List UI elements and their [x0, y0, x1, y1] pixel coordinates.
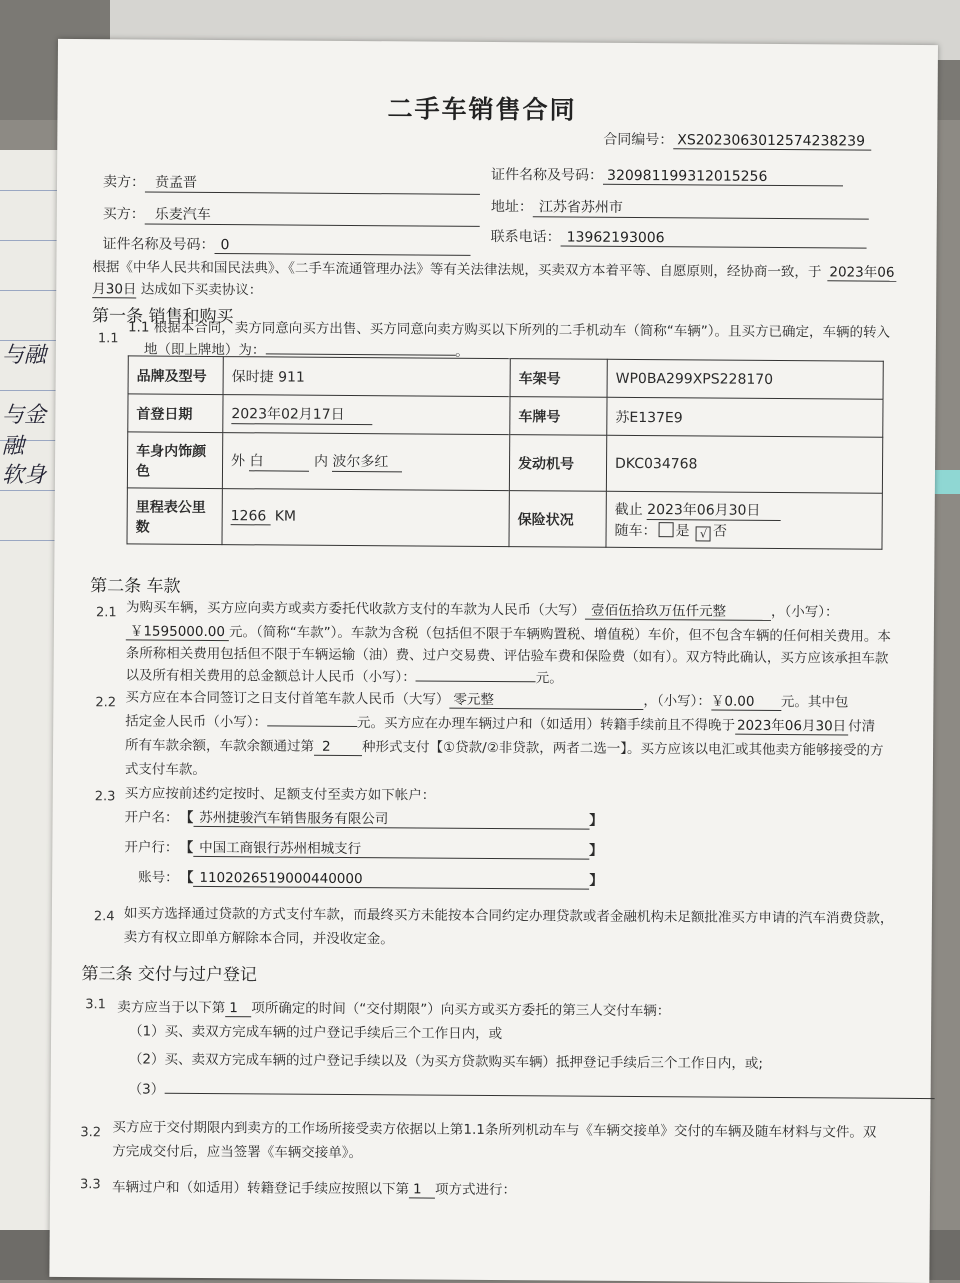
page-title: 二手车销售合同 — [387, 94, 577, 125]
buyer-value: 乐麦汽车 — [145, 204, 480, 227]
seller-cert-value: 320981199312015256 — [603, 168, 843, 187]
payment-method: 2 — [314, 739, 362, 756]
clause-3-2-line-1: 买方应于交付期限内到卖方的工作场所接受卖方依据以上第1.1条所列机动车与《车辆交接单》交付的车辆及随车材料与文件。双 — [112, 1119, 877, 1141]
clause-2-1-end: 元。 — [535, 670, 563, 687]
clause-2-1-text-d: 以及所有相关费用的总金额总计人民币（小写）： — [125, 667, 416, 686]
clause-2-4-line-2: 卖方有权立即单方解除本合同，并没收定金。 — [123, 929, 394, 948]
delivery-option-1: （1）买、卖双方完成车辆的过户登记手续后三个工作日内，或 — [129, 1023, 503, 1043]
clause-3-3-line — [112, 1175, 516, 1199]
mileage-cell — [222, 489, 509, 547]
mileage-value: 1266 — [231, 508, 271, 525]
notebook-line — [0, 190, 60, 191]
address-label: 地址： — [490, 198, 533, 216]
account-label: 账号： — [138, 869, 179, 886]
checkbox-no[interactable]: √ — [696, 526, 711, 541]
notebook-line — [0, 240, 60, 241]
mileage-label-b: 数 — [135, 518, 150, 536]
address-row — [491, 196, 869, 220]
clause-1-1-text: 地（即上牌地）为： — [143, 341, 266, 359]
seller-row — [103, 171, 480, 195]
clause-2-4-line-1: 如买方选择通过贷款的方式支付车款，而最终买方未能按本合同约定办理贷款或者金融机构未足额批准买方申请的汽车消费贷款， — [123, 905, 894, 927]
intro-date-end: 月30日 — [92, 277, 136, 298]
buyer-cert-label: 证件名称及号码： — [102, 236, 215, 254]
contract-page — [49, 39, 938, 1283]
notebook-line — [0, 490, 60, 491]
account-name-label: 开户名： — [124, 809, 179, 826]
engine-value: DKC034768 — [606, 435, 882, 493]
seller-cert-row — [491, 164, 843, 186]
transfer-option: 1 — [409, 1181, 435, 1198]
exterior-color: 白 — [249, 450, 309, 471]
clause-2-2-line-4: 式支付车款。 — [124, 761, 206, 778]
clause-3-1-text-b: 项所确定的时间（“交付期限”）向买方或买方委托的第三人交付车辆： — [251, 1000, 671, 1020]
article-1-heading: 第一条 销售和购买 — [92, 306, 234, 328]
vin-value: WP0BA299XPS228170 — [607, 359, 883, 399]
clause-2-2-text-b3: 付清 — [848, 718, 876, 735]
bracket-right: 】 — [589, 872, 603, 889]
down-payment-words: 零元整 — [449, 688, 643, 710]
seller-cert-label: 证件名称及号码： — [491, 166, 604, 184]
phone-row — [491, 226, 867, 249]
clause-number: 3.1 — [85, 997, 107, 1013]
color-label — [127, 432, 222, 489]
account-value: 1102026519000440000 — [193, 870, 589, 890]
balance-due-date: 2023年06月30日 — [735, 714, 848, 736]
clause-2-3-text: 买方应按前述约定按时、足额支付至卖方如下帐户： — [124, 785, 436, 804]
plate-label: 车牌号 — [510, 397, 607, 436]
clause-2-2-line-3 — [125, 733, 884, 759]
intro-text: 根据《中华人民共和国民法典》、《二手车流通管理办法》等有关法律法规，买卖双方本着平等、自愿原则，经协商一致，于 — [92, 259, 822, 281]
intro-date: 2023年06 — [827, 260, 896, 281]
clause-2-2-line-1 — [125, 685, 848, 711]
mileage-label-a: 里程表公里 — [135, 498, 206, 516]
buyer-row — [103, 203, 480, 227]
bank-row — [124, 835, 602, 859]
mileage-label — [127, 488, 222, 545]
notebook-line — [0, 540, 60, 541]
clause-3-1-text: 卖方应当于以下第 — [117, 999, 226, 1017]
account-name-row — [125, 805, 603, 829]
clause-3-3-text-b: 项方式进行： — [434, 1181, 517, 1199]
clause-1-1-line-1: 1.1 根据本合同，卖方同意向买方出售、买方同意向卖方购买以下所列的二手机动车（简称“车辆”）。且买方已确定，车辆的转入 — [127, 319, 891, 341]
clause-2-2-text-c2: 种形式支付【①贷款/②非贷款，两者二选一】。买方应该以电汇或其他卖方能够接受的方 — [362, 739, 884, 759]
clause-number: 3.3 — [79, 1177, 101, 1193]
clause-2-2-text-c: 所有车款余额，车款余额通过第 — [125, 737, 315, 755]
clause-2-2-text-end: 元。其中包 — [780, 693, 849, 711]
article-2-heading: 第二条 车款 — [90, 576, 181, 597]
buyer-label: 买方： — [102, 206, 145, 223]
delivery-option-2: （2）买、卖双方完成车辆的过户登记手续以及（为买方贷款购买车辆）抵押登记手续后三个工作日内，或; — [128, 1051, 764, 1072]
delivery-option-3 — [129, 1077, 935, 1103]
clause-number: 2.1 — [95, 605, 117, 621]
brand-label: 品牌及型号 — [128, 356, 223, 395]
color-label-a: 车身内饰颜 — [136, 442, 207, 460]
account-name-value: 苏州捷骏汽车销售服务有限公司 — [193, 806, 589, 830]
intro-text-end: 达成如下买卖协议： — [140, 281, 263, 299]
reg-date-value: 2023年02月17日 — [231, 403, 372, 425]
contract-number-label: 合同编号： — [603, 131, 674, 149]
bracket-right: 】 — [589, 812, 603, 829]
engine-label: 发动机号 — [509, 435, 606, 492]
clause-2-1-small-label: ，（小写）： — [770, 603, 839, 621]
interior-color: 波尔多红 — [332, 451, 402, 472]
color-cell — [222, 433, 509, 491]
account-row — [138, 866, 603, 890]
bank-label: 开户行： — [124, 839, 179, 856]
clause-3-1-line-1 — [117, 995, 670, 1020]
clause-2-1-text: 为购买车辆，买方应向卖方或卖方委托代收款方支付的车款为人民币（大写） — [125, 599, 586, 619]
insurance-prefix: 截止 — [614, 501, 643, 518]
clause-2-1-line-4 — [126, 663, 563, 686]
clause-number: 3.2 — [80, 1125, 102, 1141]
interior-prefix: 内 — [313, 453, 329, 470]
clause-2-2-line-2 — [125, 709, 875, 735]
yes-label: 是 — [675, 522, 690, 539]
reg-date-cell — [223, 395, 510, 435]
vehicle-info-table — [126, 355, 883, 549]
exterior-prefix: 外 — [231, 453, 246, 470]
buyer-cert-row — [103, 233, 471, 256]
no-label: 否 — [712, 523, 728, 540]
color-label-b: 色 — [135, 462, 151, 480]
seller-label: 卖方： — [102, 174, 146, 191]
bracket-left: 【 — [186, 869, 194, 886]
checkbox-yes[interactable] — [659, 522, 674, 537]
vin-label: 车架号 — [510, 359, 607, 398]
buyer-cert-value: 0 — [215, 237, 471, 256]
delivery-option: 1 — [225, 1000, 251, 1017]
plate-value: 苏E137E9 — [607, 397, 883, 437]
bracket-left: 【 — [186, 839, 194, 856]
phone-value: 13962193006 — [561, 229, 867, 248]
clause-2-2-small-label: ，（小写）： — [643, 693, 711, 710]
address-value: 江苏省苏州市 — [533, 196, 869, 219]
bank-value: 中国工商银行苏州相城支行 — [193, 836, 589, 860]
mileage-unit: KM — [274, 508, 297, 525]
contract-number — [603, 129, 871, 151]
deposit-label: 括定金人民币（小写）： — [125, 713, 268, 731]
handwriting: 与融 — [2, 343, 47, 368]
delivery-option-3-label: （3） — [128, 1081, 165, 1098]
clause-1-1-end: 。 — [455, 343, 469, 360]
seller-value: 贲孟晋 — [145, 172, 480, 195]
clause-2-1-text-b: 元。（简称“车款”）。车款为含税（包括但不限于车辆购置税、增值税）车价，但不包含车辆的任何相关费用。本 — [228, 624, 892, 645]
insurance-cell — [606, 491, 882, 549]
brand-value: 保时捷 911 — [223, 357, 510, 397]
clause-number: 1.1 — [97, 331, 119, 347]
price-in-figures: ￥1595000.00 — [126, 619, 229, 641]
clause-number: 2.3 — [94, 789, 116, 805]
notebook-line — [0, 390, 60, 391]
bracket-left: 【 — [186, 809, 194, 826]
phone-label: 联系电话： — [490, 228, 561, 246]
clause-3-3-text: 车辆过户和（如适用）转籍登记手续应按照以下第 — [111, 1179, 410, 1198]
clause-3-2-line-2: 方完成交付后，应当签署《车辆交接单》。 — [112, 1143, 363, 1162]
price-in-words: 壹佰伍拾玖万伍仟元整 — [585, 599, 771, 621]
intro-line-2 — [92, 277, 262, 299]
handwriting: 软身 — [2, 463, 47, 488]
insurance-label: 保险状况 — [509, 491, 606, 548]
clause-2-1-line-1 — [126, 595, 839, 621]
clause-2-2-text: 买方应在本合同签订之日支付首笔车款人民币（大写） — [125, 689, 450, 708]
down-payment-figures: ￥0.00 — [711, 690, 781, 711]
notebook-line — [0, 290, 60, 291]
reg-date-label: 首登日期 — [128, 394, 223, 433]
article-3-heading: 第三条 交付与过户登记 — [81, 964, 257, 986]
clause-2-2-text-b: 元。买方应在办理车辆过户和（如适用）转籍手续前且不得晚于 — [356, 715, 736, 734]
contract-number-value: XS2023063012574238239 — [673, 132, 871, 150]
handwriting: 与金融 — [2, 403, 47, 459]
clause-number: 2.2 — [95, 695, 117, 711]
clause-number: 2.4 — [93, 909, 115, 925]
insurance-date: 2023年06月30日 — [647, 499, 780, 521]
with-car-label: 随车： — [614, 522, 657, 539]
clause-2-1-line-3: 条所称相关费用包括但不限于车辆运输（油）费、过户交易费、评估验车费和保险费（如有）。双方特此确认，买方应该承担车款 — [125, 645, 889, 667]
bracket-right: 】 — [589, 842, 603, 859]
